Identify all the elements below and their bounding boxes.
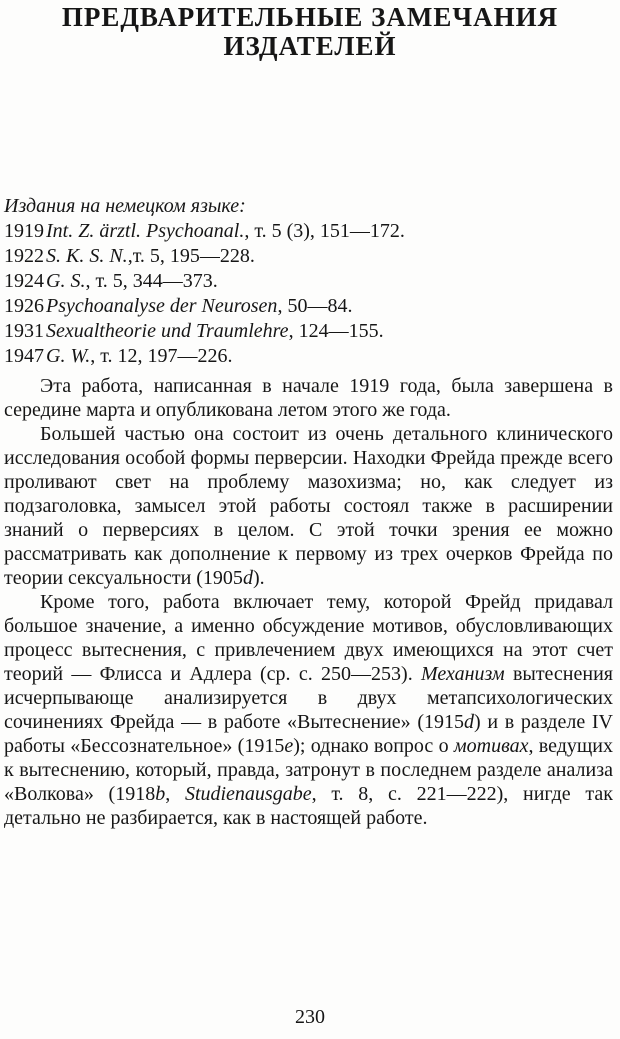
- text-segment: Кроме того, работа включает тему, которой Фрейд придавал большое значение, а именно обсуждение мотивов, обусловливающих процесс вытеснения, с привлечением двух имеющихся на этот счет теорий — Флисса и Адлера (ср. с. 250—253).: [4, 591, 613, 685]
- edition-work-title: G. W.: [46, 345, 91, 367]
- editions-heading: Издания на немецком языке:: [4, 195, 246, 217]
- edition-citation: [46, 269, 218, 294]
- text-segment: ).: [252, 567, 265, 589]
- emphasized-text: b: [155, 783, 166, 805]
- text-segment: Большей частью она состоит из очень детального клинического исследования особой формы перверсии. Находки Фрейда прежде всего проливают свет на проблему мазохизма; но, как следует из подзаголовка, замысел этой работы состоял также в расширении знаний о перверсиях в целом. С этой точки зрения ее можно рассматривать как дополнение к первому из трех очерков Фрейда по теории сексуальности (1905: [4, 423, 613, 589]
- text-segment: вытеснения исчерпывающе анализируется в двух метапсихологических сочинениях Фрейда — в работе «Вытеснение» (1915: [4, 663, 613, 733]
- edition-year: 1924: [4, 270, 44, 292]
- edition-details: , 124—155.: [288, 320, 384, 342]
- edition-details: ,т. 5, 195—228.: [127, 245, 255, 267]
- edition-work-title: Psychoanalyse der Neurosen: [46, 295, 278, 317]
- edition-citation: [46, 344, 233, 369]
- edition-citation: [46, 219, 405, 244]
- edition-citation: [46, 244, 255, 269]
- title-line-2: ИЗДАТЕЛЕЙ: [223, 31, 397, 61]
- edition-citation: [46, 319, 384, 344]
- paragraph: [4, 590, 613, 830]
- page-title: [0, 0, 620, 61]
- edition-year: 1931: [4, 320, 44, 342]
- text-segment: ) и в разделе IV работы «Бессознательное» (1915: [4, 711, 613, 757]
- editions-rows: [4, 219, 614, 369]
- emphasized-text: мотивах: [453, 735, 529, 757]
- edition-details: , т. 5 (3), 151—172.: [244, 220, 405, 242]
- text-segment: Эта работа, написанная в начале 1919 года, была завершена в середине марта и опубликована летом этого же года.: [4, 375, 613, 421]
- title-line-1: ПРЕДВАРИТЕЛЬНЫЕ ЗАМЕЧАНИЯ: [61, 2, 559, 32]
- edition-work-title: Int. Z. ärztl. Psychoanal.: [46, 220, 245, 242]
- emphasized-text: e: [284, 735, 294, 757]
- edition-citation: [46, 294, 352, 319]
- paragraph: [4, 422, 613, 590]
- emphasized-text: d: [242, 567, 253, 589]
- text-segment: , ведущих к вытеснению, который, правда, затронут в последнем разделе анализа «Волкова» (1918: [4, 735, 614, 805]
- editions-list: [0, 194, 620, 369]
- text-segment: ,: [165, 783, 185, 805]
- body-paragraphs: [0, 374, 620, 830]
- edition-row: [4, 294, 614, 319]
- edition-work-title: S. K. S. N.: [46, 245, 128, 267]
- edition-year: 1919: [4, 220, 44, 242]
- text-segment: , т. 8, с. 221—222), нигде так детально не разбирается, как в настоящей работе.: [4, 783, 613, 829]
- edition-row: [4, 269, 614, 294]
- paragraph: [4, 374, 613, 422]
- edition-row: [4, 219, 614, 244]
- edition-year: 1926: [4, 295, 44, 317]
- emphasized-text: Studienausgabe: [184, 783, 312, 805]
- edition-details: , т. 5, 344—373.: [85, 270, 218, 292]
- edition-year: 1922: [4, 245, 44, 267]
- text-segment: ); однако вопрос о: [293, 735, 454, 757]
- edition-details: , 50—84.: [277, 295, 353, 317]
- emphasized-text: d: [464, 711, 474, 733]
- edition-year: 1947: [4, 345, 44, 367]
- edition-work-title: G. S.: [46, 270, 86, 292]
- emphasized-text: Механизм: [421, 663, 505, 685]
- edition-row: [4, 244, 614, 269]
- page-number: 230: [295, 1006, 325, 1028]
- edition-row: [4, 344, 614, 369]
- edition-row: [4, 319, 614, 344]
- edition-work-title: Sexualtheorie und Traumlehre: [46, 320, 289, 342]
- edition-details: , т. 12, 197—226.: [90, 345, 233, 367]
